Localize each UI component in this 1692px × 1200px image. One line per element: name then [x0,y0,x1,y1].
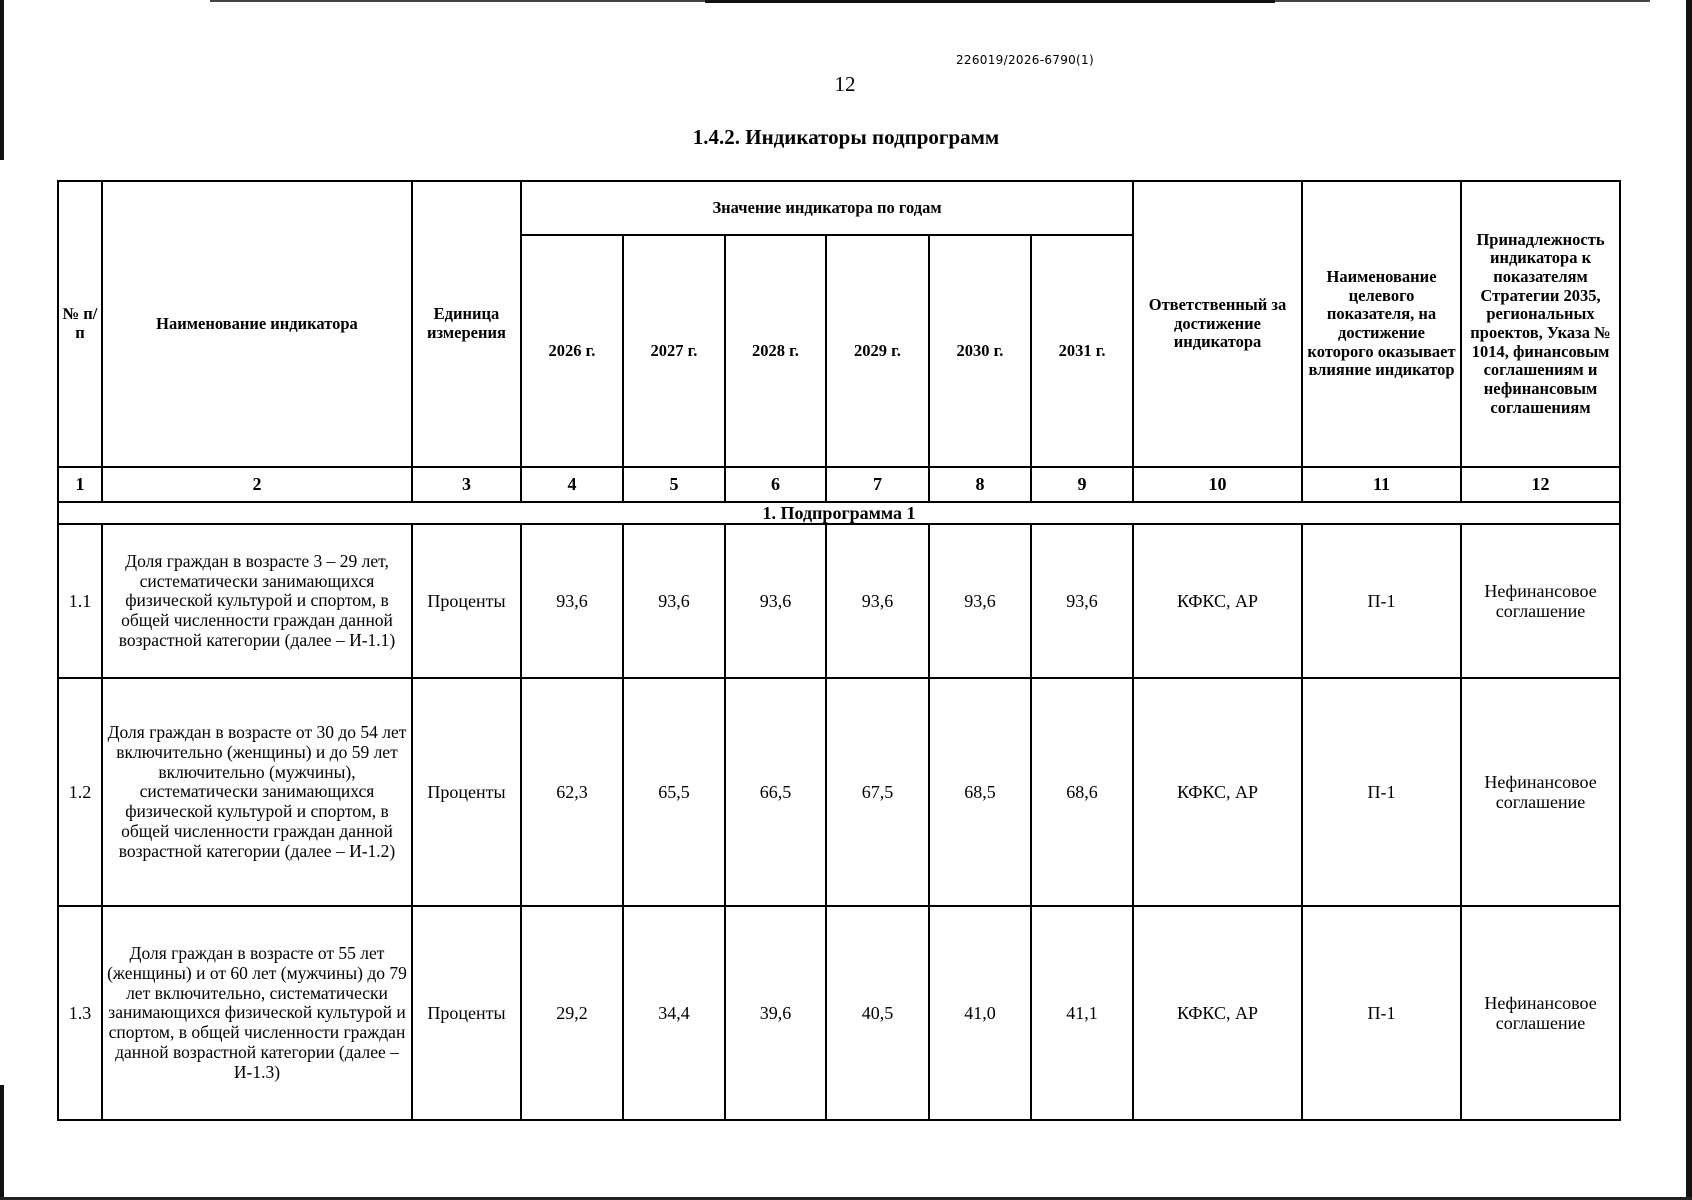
row-indicator-name: Доля граждан в возрасте от 30 до 54 лет включительно (женщины) и до 59 лет включительно (мужчины), систематически занимающихся физической культурой и спортом, в общей численности граждан данной возрастной категории (далее – И-1.2) [102,678,412,906]
row-value: 93,6 [929,524,1031,678]
column-number: 5 [623,467,725,502]
row-num: 1.2 [58,678,102,906]
section-title: 1.4.2. Индикаторы подпрограмм [692,125,1000,149]
column-number: 3 [412,467,521,502]
row-unit: Проценты [412,678,521,906]
row-num: 1.3 [58,906,102,1120]
row-value: 41,1 [1031,906,1133,1120]
row-responsible: КФКС, АР [1133,678,1302,906]
indicators-table [57,180,1621,1121]
header-year: 2028 г. [725,235,826,467]
header-year: 2031 г. [1031,235,1133,467]
row-value: 66,5 [725,678,826,906]
row-belonging: Нефинансовое соглашение [1461,524,1620,678]
table-row [58,524,1620,678]
row-target: П-1 [1302,678,1461,906]
row-value: 93,6 [521,524,623,678]
header-year: 2026 г. [521,235,623,467]
row-responsible: КФКС, АР [1133,524,1302,678]
row-value: 93,6 [623,524,725,678]
header-indicator-name: Наименование индикатора [102,181,412,467]
row-value: 40,5 [826,906,929,1120]
header-years-group: Значение индикатора по годам [521,181,1133,235]
row-num: 1.1 [58,524,102,678]
row-belonging: Нефинансовое соглашение [1461,906,1620,1120]
table-row [58,906,1620,1120]
header-target: Наименование целевого показателя, на достижение которого оказывает влияние индикатор [1302,181,1461,467]
row-indicator-name: Доля граждан в возрасте 3 – 29 лет, систематически занимающихся физической культурой и спортом, в общей численности граждан данной возрастной категории (далее – И-1.1) [102,524,412,678]
row-target: П-1 [1302,906,1461,1120]
row-value: 93,6 [1031,524,1133,678]
row-responsible: КФКС, АР [1133,906,1302,1120]
column-number: 12 [1461,467,1620,502]
column-number: 11 [1302,467,1461,502]
header-year: 2027 г. [623,235,725,467]
header-responsible: Ответственный за достижение индикатора [1133,181,1302,467]
column-number: 10 [1133,467,1302,502]
scan-edge-left-lower [0,1085,4,1200]
row-value: 93,6 [725,524,826,678]
page-number: 12 [834,72,856,96]
header-num: № п/п [58,181,102,467]
row-value: 29,2 [521,906,623,1120]
row-value: 41,0 [929,906,1031,1120]
row-value: 39,6 [725,906,826,1120]
column-number: 6 [725,467,826,502]
row-unit: Проценты [412,906,521,1120]
scan-edge-top-dark [705,0,1275,3]
scan-edge-right [1686,0,1692,1200]
row-unit: Проценты [412,524,521,678]
header-year: 2029 г. [826,235,929,467]
column-number: 4 [521,467,623,502]
subprogram-title: 1. Подпрограмма 1 [58,502,1620,524]
table-row [58,678,1620,906]
row-value: 65,5 [623,678,725,906]
column-number: 2 [102,467,412,502]
column-numbers-row [58,467,1620,502]
row-value: 68,6 [1031,678,1133,906]
subprogram-row [58,502,1620,524]
header-unit: Единица измерения [412,181,521,467]
row-target: П-1 [1302,524,1461,678]
row-value: 62,3 [521,678,623,906]
header-year: 2030 г. [929,235,1031,467]
column-number: 8 [929,467,1031,502]
row-value: 93,6 [826,524,929,678]
row-value: 68,5 [929,678,1031,906]
column-number: 1 [58,467,102,502]
document-code: 226019/2026-6790(1) [956,53,1094,67]
header-belonging: Принадлежность индикатора к показателям Стратегии 2035, региональных проектов, Указа № 1014, финансовым соглашениям и нефинансовым соглашениям [1461,181,1620,467]
row-value: 67,5 [826,678,929,906]
column-number: 7 [826,467,929,502]
column-number: 9 [1031,467,1133,502]
row-belonging: Нефинансовое соглашение [1461,678,1620,906]
row-indicator-name: Доля граждан в возрасте от 55 лет (женщины) и от 60 лет (мужчины) до 79 лет включительно, систематически занимающихся физической культурой и спортом, в общей численности граждан данной возрастной категории (далее – И-1.3) [102,906,412,1120]
row-value: 34,4 [623,906,725,1120]
